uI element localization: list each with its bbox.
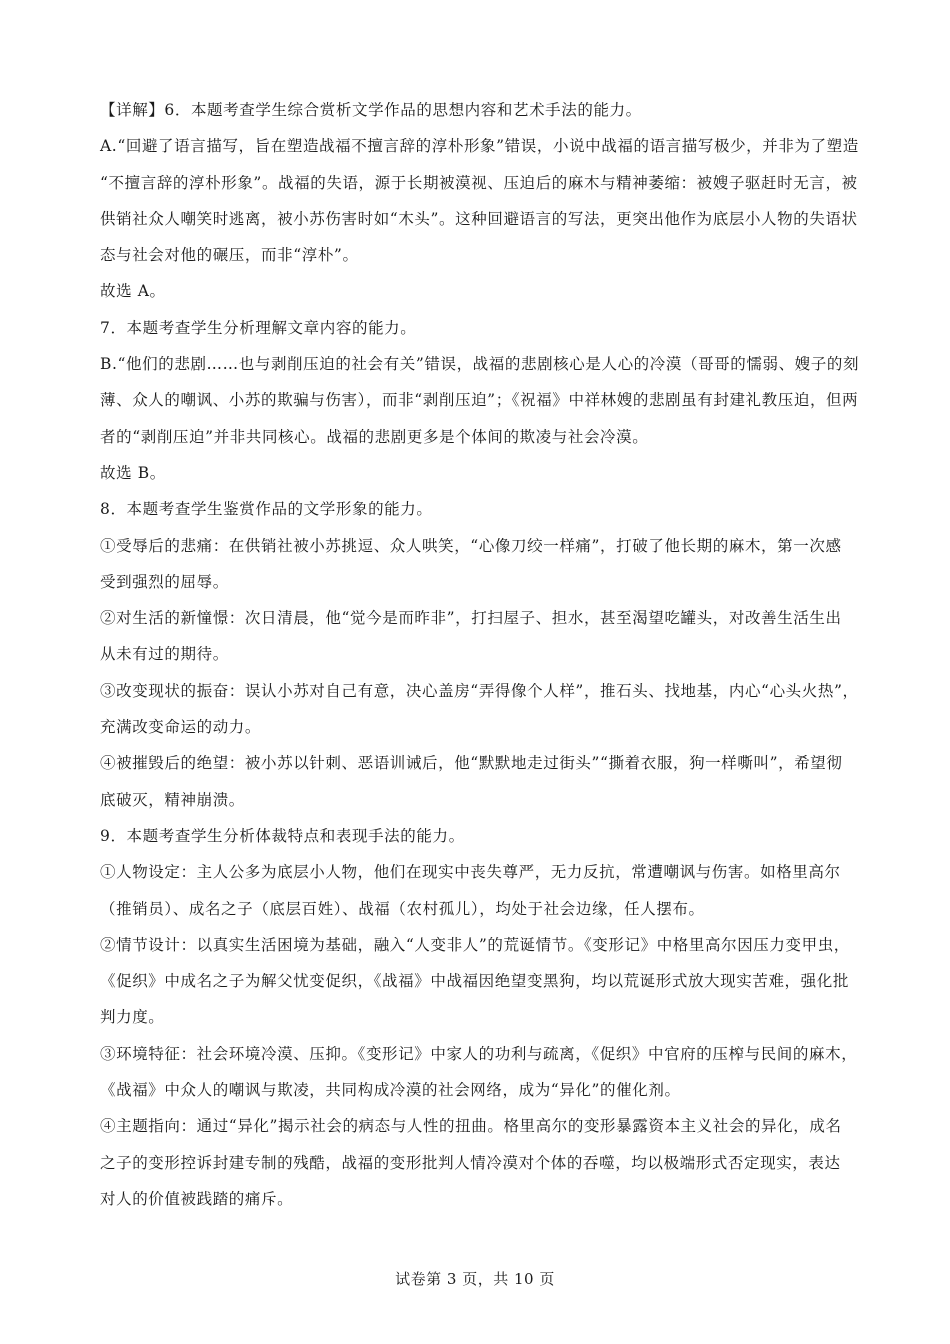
text-line: ②情节设计：以真实生活困境为基础，融入“人变非人”的荒诞情节。《变形记》中格里高尔因压力变甲虫，	[100, 935, 850, 954]
text-line: 受到强烈的屈辱。	[100, 572, 229, 591]
text-line: ④主题指向：通过“异化”揭示社会的病态与人性的扭曲。格里高尔的变形暴露资本主义社会的异化，成名	[100, 1117, 842, 1136]
text-line: B.“他们的悲剧……也与剥削压迫的社会有关”错误，战福的悲剧核心是人心的冷漠（哥哥的懦弱、嫂子的刻	[100, 355, 860, 374]
text-line: 对人的价值被践踏的痛斥。	[100, 1189, 294, 1208]
text-line: 9．本题考查学生分析体裁特点和表现手法的能力。	[100, 826, 465, 845]
text-line: 《促织》中成名之子为解父忧变促织，《战福》中战福因绝望变黑狗，均以荒诞形式放大现实苦难，强化批	[100, 972, 849, 991]
text-line: （推销员）、成名之子（底层百姓）、战福（农村孤儿），均处于社会边缘，任人摆布。	[100, 899, 705, 918]
text-line: ②对生活的新憧憬：次日清晨，他“觉今是而昨非”，打扫屋子、担水，甚至渴望吃罐头，对改善生活生出	[100, 609, 842, 628]
text-line: 态与社会对他的碾压，而非“淳朴”。	[100, 246, 359, 265]
text-line: 故选 A。	[100, 282, 166, 301]
text-line: 薄、众人的嘲讽、小苏的欺骗与伤害），而非“剥削压迫”；《祝福》中祥林嫂的悲剧虽有封建礼教压迫，但两	[100, 391, 859, 410]
text-line: 从未有过的期待。	[100, 645, 229, 664]
text-line: 7．本题考查学生分析理解文章内容的能力。	[100, 318, 417, 337]
text-line: 【详解】6．本题考查学生综合赏析文学作品的思想内容和艺术手法的能力。	[100, 101, 642, 119]
text-line: 充满改变命运的动力。	[100, 718, 262, 737]
text-line: 供销社众人嘲笑时逃离，被小苏伤害时如“木头”。这种回避语言的写法，更突出他作为底层小人物的失语状	[100, 209, 858, 228]
page-footer: 试卷第 3 页，共 10 页	[395, 1270, 555, 1288]
text-line: A.“回避了语言描写，旨在塑造战福不擅言辞的淳朴形象”错误，小说中战福的语言描写极少，并非为了塑造	[100, 137, 859, 156]
text-line: 8．本题考查学生鉴赏作品的文学形象的能力。	[100, 500, 433, 519]
text-line: ①受辱后的悲痛：在供销社被小苏挑逗、众人哄笑，“心像刀绞一样痛”，打破了他长期的麻木，第一次感	[100, 536, 842, 555]
answer-explanation	[100, 92, 860, 1217]
text-line: ③改变现状的振奋：误认小苏对自己有意，决心盖房“弄得像个人样”，推石头、找地基，内心“心头火热”，	[100, 681, 859, 700]
text-line: 者的“剥削压迫”并非共同核心。战福的悲剧更多是个体间的欺凌与社会冷漠。	[100, 427, 649, 446]
text-line: ③环境特征：社会环境冷漠、压抑。《变形记》中家人的功利与疏离，《促织》中官府的压榨与民间的麻木，	[100, 1044, 858, 1063]
text-line: 故选 B。	[100, 463, 166, 482]
text-line: “不擅言辞的淳朴形象”。战福的失语，源于长期被漠视、压迫后的麻木与精神萎缩：被嫂子驱赶时无言，被	[100, 173, 858, 192]
text-line: ①人物设定：主人公多为底层小人物，他们在现实中丧失尊严，无力反抗，常遭嘲讽与伤害。如格里高尔	[100, 863, 841, 882]
text-line: 《战福》中众人的嘲讽与欺凌，共同构成冷漠的社会网络，成为“异化”的催化剂。	[100, 1081, 681, 1100]
text-line: ④被摧毁后的绝望：被小苏以针刺、恶语训诫后，他“默默地走过街头”“撕着衣服，狗一样嘶叫”，希望彻	[100, 754, 843, 773]
text-line: 判力度。	[100, 1008, 165, 1027]
text-line: 底破灭，精神崩溃。	[100, 790, 245, 809]
text-line: 之子的变形控诉封建专制的残酷，战福的变形批判人情冷漠对个体的吞噬，均以极端形式否定现实，表达	[100, 1153, 841, 1172]
